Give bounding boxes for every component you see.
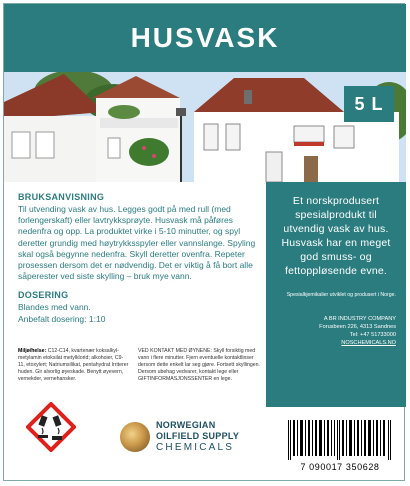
barcode xyxy=(282,418,398,478)
health-label: Miljø/helse: xyxy=(18,348,47,354)
company-info xyxy=(276,315,396,347)
logo-line-3: CHEMICALS xyxy=(156,442,235,453)
company-phone: Tel: +47 51733000 xyxy=(349,332,396,338)
company-name: A BR INDUSTRY COMPANY xyxy=(323,316,396,322)
logo-line-2: OILFIELD SUPPLY xyxy=(156,431,240,441)
company-web: NOSCHEMICALS.NO xyxy=(341,340,396,346)
logo-line-1: NORWEGIAN xyxy=(156,420,216,430)
barcode-bars xyxy=(282,418,398,462)
company-logo xyxy=(120,418,270,458)
promo-small-text: Spesialkjemikalier utviklet og produsert i Norge. xyxy=(286,292,396,298)
promo-text: Et norskprodusert spesialprodukt til utvendig vask av hus. Husvask har en meget god smuss- og fettoppløsende evne. xyxy=(281,195,391,277)
logo-mark-icon xyxy=(120,422,150,452)
barcode-number: 7 090017 350628 xyxy=(300,462,380,472)
health-warning xyxy=(18,348,130,383)
corrosive-hazard-icon xyxy=(26,402,76,452)
product-title: HUSVASK xyxy=(130,22,280,53)
company-address: Forusbeen 226, 4313 Sandnes xyxy=(319,324,396,330)
dosering-section xyxy=(18,290,266,324)
dosering-line-1: Blandes med vann. xyxy=(18,302,91,313)
dosering-heading: DOSERING xyxy=(18,290,69,301)
volume-badge: 5 L xyxy=(344,86,394,122)
dosering-line-2: Anbefalt dosering: 1:10 xyxy=(18,313,106,324)
bruksanvisning-heading: BRUKSANVISNING xyxy=(18,192,105,202)
bruksanvisning-text: Til utvending vask av hus. Legges godt på med rull (med forlengerskaft) eller lavtrykksprøyte. Husvask må påføres nedenfra og opp. La produktet virke i 5-10 minutter, og spyl deretter grundig med høytrykksspyler eller vannslange. Spyling skal også begynne nedenfra. Skyll deretter ovenfra. Repeter prosessen dersom det er nødvendig. Det er viktig å få bort alle såperester ved siste skylling – bruk mye vann. xyxy=(18,204,256,282)
logo-text xyxy=(156,420,239,453)
health-text: C12-C14, kvartenær koksalkyl-metylamin etoksilat metylklorid; alkohoier, C9-11, etoxylert; Natriumsilikat, pentahydrat Irriterer huden. Gir alvorlig øyeskade. Benytt øyevern, vernekder, vernehansker. xyxy=(18,348,129,382)
title-banner xyxy=(4,4,406,72)
eye-contact-warning: VED KONTAKT MED ØYNENE: Skyll forsiktig med vann i flere minutter. Fjern eventuelle kontaktlinser dersom dette enkelt lar seg gjøre. Fortsett skyllingen. Dersom ubehag vedvarer, kontakt lege eller GIFTINFORMASJONSSENTER en lege. xyxy=(138,348,260,382)
promo-panel xyxy=(266,182,406,407)
instructions-panel xyxy=(4,182,266,342)
